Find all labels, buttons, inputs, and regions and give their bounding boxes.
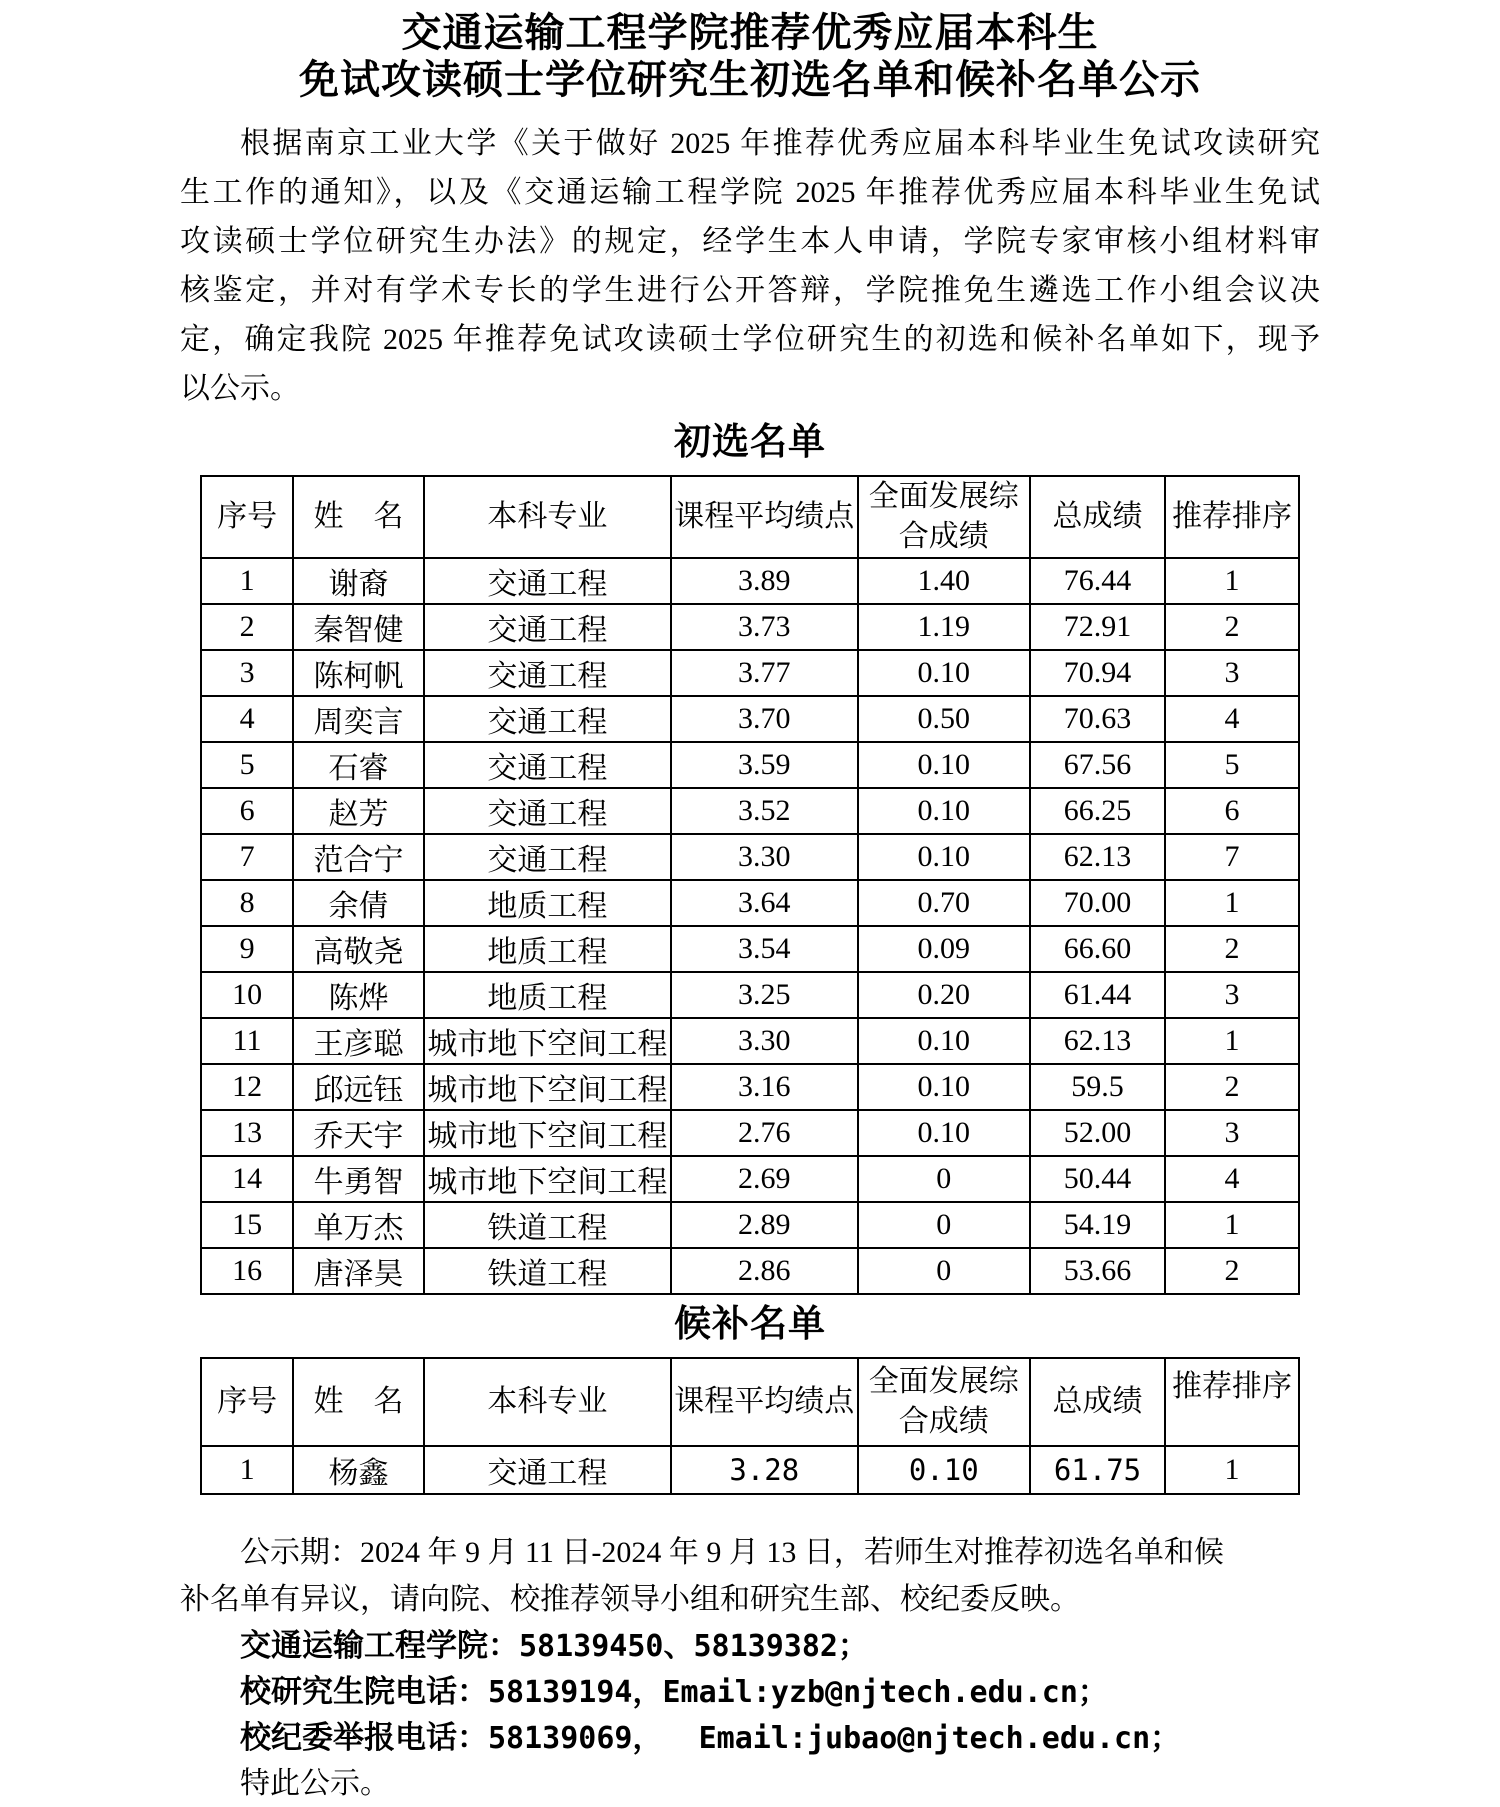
initial-list-table-header [201, 476, 1299, 558]
table-cell: 邱远钰 [293, 1064, 424, 1110]
table-cell: 2 [1165, 926, 1299, 972]
table-cell: 2 [1165, 1064, 1299, 1110]
column-header: 姓 名 [293, 476, 424, 558]
table-cell: 3.30 [671, 1018, 858, 1064]
table-cell: 16 [201, 1248, 293, 1294]
table-cell: 地质工程 [424, 880, 671, 926]
table-cell: 0.10 [858, 742, 1030, 788]
table-row [201, 1446, 1299, 1494]
table-cell: 交通工程 [424, 696, 671, 742]
table-cell: 6 [201, 788, 293, 834]
table-cell: 0 [858, 1156, 1030, 1202]
table-cell: 乔天宇 [293, 1110, 424, 1156]
table-cell: 62.13 [1030, 1018, 1165, 1064]
table-cell: 9 [201, 926, 293, 972]
table-cell: 1 [1165, 1018, 1299, 1064]
table-cell: 3 [1165, 1110, 1299, 1156]
table-cell: 67.56 [1030, 742, 1165, 788]
table-cell: 3 [201, 650, 293, 696]
table-cell: 4 [1165, 1156, 1299, 1202]
table-row [201, 1202, 1299, 1248]
intro-line: 攻读硕士学位研究生办法》的规定，经学生本人申请，学院专家审核小组材料审 [180, 225, 1320, 258]
table-cell: 66.60 [1030, 926, 1165, 972]
table-row [201, 834, 1299, 880]
table-cell: 交通工程 [424, 834, 671, 880]
table-cell: 2.69 [671, 1156, 858, 1202]
contact-value: 58139069， Email:jubao@njtech.edu.cn； [488, 1721, 1181, 1756]
table-cell: 交通工程 [424, 604, 671, 650]
table-cell: 1 [1165, 880, 1299, 926]
table-cell: 0.10 [858, 1110, 1030, 1156]
column-header: 本科专业 [424, 476, 671, 558]
table-cell: 1 [201, 558, 293, 604]
table-cell: 1 [1165, 1202, 1299, 1248]
waitlist-table-body [201, 1446, 1299, 1494]
table-cell: 陈烨 [293, 972, 424, 1018]
table-cell: 城市地下空间工程 [424, 1156, 671, 1202]
column-header: 推荐排序 [1165, 476, 1299, 558]
table-cell: 3.89 [671, 558, 858, 604]
table-cell: 2.76 [671, 1110, 858, 1156]
table-cell: 2 [1165, 604, 1299, 650]
table-row [201, 880, 1299, 926]
intro-line: 根据南京工业大学《关于做好 2025 年推荐优秀应届本科毕业生免试攻读研究 [240, 127, 1320, 160]
column-header: 总成绩 [1030, 1358, 1165, 1446]
table-cell: 7 [201, 834, 293, 880]
table-cell: 城市地下空间工程 [424, 1064, 671, 1110]
table-row [201, 1110, 1299, 1156]
table-cell: 3.59 [671, 742, 858, 788]
table-cell: 3.30 [671, 834, 858, 880]
table-row [201, 650, 1299, 696]
table-row [201, 1248, 1299, 1294]
table-cell: 城市地下空间工程 [424, 1110, 671, 1156]
column-header: 姓 名 [293, 1358, 424, 1446]
contact-line-graduate-school [180, 1669, 1320, 1715]
contact-value: 58139194，Email:yzb@njtech.edu.cn； [488, 1675, 1108, 1710]
intro-line: 以公示。 [180, 372, 300, 405]
table-cell: 3.52 [671, 788, 858, 834]
table-cell: 0.10 [858, 1446, 1030, 1494]
table-row [201, 1018, 1299, 1064]
table-cell: 0.10 [858, 650, 1030, 696]
table-cell: 0.10 [858, 1018, 1030, 1064]
table-cell: 交通工程 [424, 558, 671, 604]
table-cell: 石睿 [293, 742, 424, 788]
contact-label: 校纪委举报电话： [240, 1720, 488, 1755]
table-cell: 72.91 [1030, 604, 1165, 650]
table-cell: 3.16 [671, 1064, 858, 1110]
intro-line: 定，确定我院 2025 年推荐免试攻读硕士学位研究生的初选和候补名单如下，现予 [180, 323, 1320, 356]
column-header: 全面发展综合成绩 [858, 1358, 1030, 1446]
table-cell: 3 [1165, 972, 1299, 1018]
waitlist-table-header [201, 1358, 1299, 1446]
table-cell: 3.28 [671, 1446, 858, 1494]
table-cell: 1 [201, 1446, 293, 1494]
table-cell: 3.73 [671, 604, 858, 650]
table-cell: 5 [201, 742, 293, 788]
initial-list-table [200, 475, 1300, 1295]
contact-label: 校研究生院电话： [240, 1674, 488, 1709]
table-cell: 0.50 [858, 696, 1030, 742]
table-row [201, 972, 1299, 1018]
table-header-row [201, 476, 1299, 558]
table-cell: 铁道工程 [424, 1248, 671, 1294]
table-cell: 1.19 [858, 604, 1030, 650]
table-cell: 13 [201, 1110, 293, 1156]
contact-value: 58139450、58139382； [519, 1629, 868, 1664]
intro-line: 核鉴定，并对有学术专长的学生进行公开答辩，学院推免生遴选工作小组会议决 [180, 274, 1320, 307]
table-cell: 余倩 [293, 880, 424, 926]
table-cell: 交通工程 [424, 650, 671, 696]
contact-line-college [180, 1623, 1320, 1669]
table-cell: 地质工程 [424, 972, 671, 1018]
table-cell: 范合宁 [293, 834, 424, 880]
column-header: 序号 [201, 1358, 293, 1446]
table-header-row [201, 1358, 1299, 1446]
column-header: 本科专业 [424, 1358, 671, 1446]
table-cell: 周奕言 [293, 696, 424, 742]
table-cell: 6 [1165, 788, 1299, 834]
table-cell: 2 [201, 604, 293, 650]
table-cell: 秦智健 [293, 604, 424, 650]
table-cell: 交通工程 [424, 788, 671, 834]
table-row [201, 742, 1299, 788]
contact-line-discipline-committee [180, 1715, 1320, 1761]
table-cell: 陈柯帆 [293, 650, 424, 696]
table-cell: 1 [1165, 1446, 1299, 1494]
column-header: 总成绩 [1030, 476, 1165, 558]
table-cell: 3.54 [671, 926, 858, 972]
table-cell: 0 [858, 1248, 1030, 1294]
table-cell: 52.00 [1030, 1110, 1165, 1156]
table-cell: 3.70 [671, 696, 858, 742]
table-cell: 牛勇智 [293, 1156, 424, 1202]
table-row [201, 788, 1299, 834]
table-cell: 高敬尧 [293, 926, 424, 972]
table-cell: 2 [1165, 1248, 1299, 1294]
table-row [201, 558, 1299, 604]
table-cell: 2.86 [671, 1248, 858, 1294]
table-cell: 3.64 [671, 880, 858, 926]
table-cell: 3.25 [671, 972, 858, 1018]
section-title-initial-list: 初选名单 [674, 421, 826, 462]
table-cell: 0.10 [858, 834, 1030, 880]
section-title-waitlist: 候补名单 [674, 1303, 826, 1344]
table-cell: 5 [1165, 742, 1299, 788]
column-header: 课程平均绩点 [671, 1358, 858, 1446]
table-row [201, 1064, 1299, 1110]
initial-list-table-body [201, 558, 1299, 1294]
table-cell: 单万杰 [293, 1202, 424, 1248]
table-cell: 铁道工程 [424, 1202, 671, 1248]
table-cell: 0.10 [858, 788, 1030, 834]
table-cell: 3.77 [671, 650, 858, 696]
table-cell: 0.20 [858, 972, 1030, 1018]
table-cell: 0 [858, 1202, 1030, 1248]
table-cell: 交通工程 [424, 1446, 671, 1494]
table-cell: 70.63 [1030, 696, 1165, 742]
table-cell: 59.5 [1030, 1064, 1165, 1110]
table-cell: 交通工程 [424, 742, 671, 788]
footer-block [180, 1529, 1320, 1807]
table-row [201, 604, 1299, 650]
column-header: 序号 [201, 476, 293, 558]
table-cell: 11 [201, 1018, 293, 1064]
column-header: 课程平均绩点 [671, 476, 858, 558]
table-cell: 61.75 [1030, 1446, 1165, 1494]
table-cell: 8 [201, 880, 293, 926]
table-cell: 2.89 [671, 1202, 858, 1248]
table-cell: 1 [1165, 558, 1299, 604]
contact-label: 交通运输工程学院： [240, 1628, 519, 1663]
table-cell: 76.44 [1030, 558, 1165, 604]
table-cell: 4 [1165, 696, 1299, 742]
closing-line: 特此公示。 [240, 1767, 390, 1800]
table-cell: 杨鑫 [293, 1446, 424, 1494]
table-cell: 0.70 [858, 880, 1030, 926]
doc-title-line-1: 交通运输工程学院推荐优秀应届本科生 [401, 11, 1099, 55]
table-cell: 53.66 [1030, 1248, 1165, 1294]
table-cell: 0.09 [858, 926, 1030, 972]
intro-paragraph [180, 119, 1320, 413]
table-cell: 赵芳 [293, 788, 424, 834]
table-cell: 0.10 [858, 1064, 1030, 1110]
table-cell: 7 [1165, 834, 1299, 880]
table-cell: 4 [201, 696, 293, 742]
table-cell: 1.40 [858, 558, 1030, 604]
table-cell: 10 [201, 972, 293, 1018]
notice-line: 补名单有异议，请向院、校推荐领导小组和研究生部、校纪委反映。 [180, 1583, 1080, 1616]
table-cell: 61.44 [1030, 972, 1165, 1018]
table-cell: 唐泽昊 [293, 1248, 424, 1294]
table-cell: 14 [201, 1156, 293, 1202]
intro-line: 生工作的通知》，以及《交通运输工程学院 2025 年推荐优秀应届本科毕业生免试 [180, 176, 1320, 209]
table-cell: 70.00 [1030, 880, 1165, 926]
table-cell: 谢裔 [293, 558, 424, 604]
table-cell: 3 [1165, 650, 1299, 696]
column-header: 推荐排序 [1165, 1358, 1299, 1446]
doc-title-line-2: 免试攻读硕士学位研究生初选名单和候补名单公示 [299, 58, 1201, 102]
table-row [201, 926, 1299, 972]
waitlist-table [200, 1357, 1300, 1495]
table-cell: 15 [201, 1202, 293, 1248]
table-cell: 66.25 [1030, 788, 1165, 834]
column-header: 全面发展综合成绩 [858, 476, 1030, 558]
table-cell: 62.13 [1030, 834, 1165, 880]
table-cell: 地质工程 [424, 926, 671, 972]
table-cell: 城市地下空间工程 [424, 1018, 671, 1064]
table-row [201, 1156, 1299, 1202]
notice-line: 公示期：2024 年 9 月 11 日-2024 年 9 月 13 日，若师生对推荐初选名单和候 [240, 1536, 1224, 1569]
table-cell: 70.94 [1030, 650, 1165, 696]
table-cell: 54.19 [1030, 1202, 1165, 1248]
table-cell: 王彦聪 [293, 1018, 424, 1064]
table-row [201, 696, 1299, 742]
table-cell: 12 [201, 1064, 293, 1110]
table-cell: 50.44 [1030, 1156, 1165, 1202]
